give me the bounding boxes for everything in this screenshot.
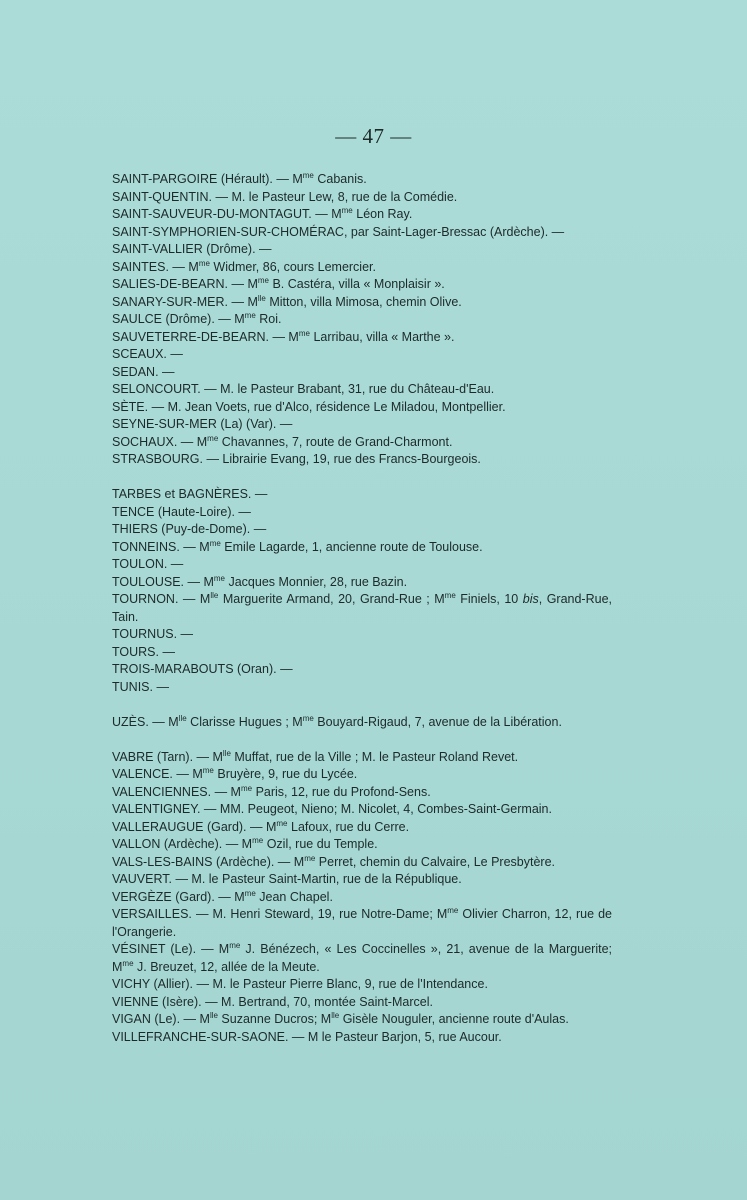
directory-entry: SÈTE. — M. Jean Voets, rue d'Alco, résidence Le Miladou, Montpellier. — [112, 399, 506, 414]
directory-entry: SALIES-DE-BEARN. — $M^{me}$ B. Castéra, villa « Monplaisir ». — [112, 275, 445, 291]
directory-entry: TOURS. — — [112, 644, 175, 659]
directory-entry: TUNIS. — — [112, 679, 169, 694]
directory-entry: VICHY (Allier). — M. le Pasteur Pierre Blanc, 9, rue de l'Intendance. — [112, 977, 488, 991]
directory-entry: SAINTES. — $M^{me}$ Widmer, 86, cours Lemercier. — [112, 258, 376, 274]
directory-entry: VAUVERT. — M. le Pasteur Saint-Martin, rue de la République. — [112, 872, 462, 886]
directory-entry: VALENCIENNES. — $M^{me}$ Paris, 12, rue du Profond-Sens. — [112, 783, 431, 799]
directory-entry: SCEAUX. — — [112, 347, 183, 361]
directory-entry: SEDAN. — — [112, 364, 175, 379]
directory-entry: SELONCOURT. — M. le Pasteur Brabant, 31, rue du Château-d'Eau. — [112, 382, 495, 396]
directory-entry: VALENTIGNEY. — MM. Peugeot, Nieno; M. Nicolet, 4, Combes-Saint-Germain. — [112, 802, 552, 816]
directory-entry: SAINT-VALLIER (Drôme). — — [112, 242, 272, 256]
directory-entry: VERSAILLES. — M. Henri Steward, 19, rue Notre-Dame; $M^{me}$ Olivier Charron, 12, rue de l'Orangerie. — [112, 905, 612, 939]
page-number: — 47 — — [335, 124, 412, 148]
directory-entry: TOURNUS. — — [112, 627, 194, 641]
directory-entry: TONNEINS. — $M^{me}$ Emile Lagarde, 1, ancienne route de Toulouse. — [112, 538, 483, 554]
directory-entry: TROIS-MARABOUTS (Oran). — — [112, 662, 293, 676]
directory-entry: VALLERAUGUE (Gard). — $M^{me}$ Lafoux, rue du Cerre. — [112, 818, 410, 834]
directory-entry: SANARY-SUR-MER. — $M^{lle}$ Mitton, villa Mimosa, chemin Olive. — [112, 293, 462, 309]
directory-entry: VALENCE. — $M^{me}$ Bruyère, 9, rue du Lycée. — [112, 765, 358, 781]
directory-entry: VILLEFRANCHE-SUR-SAONE. — M le Pasteur Barjon, 5, rue Aucour. — [112, 1029, 502, 1044]
directory-entry: TOULON. — — [112, 557, 184, 571]
directory-entry: SEYNE-SUR-MER (La) (Var). — — [112, 417, 293, 431]
directory-entry: THIERS (Puy-de-Dome). — — [112, 522, 267, 536]
directory-entry: VIENNE (Isère). — M. Bertrand, 70, montée Saint-Marcel. — [112, 994, 433, 1009]
directory-entry: VIGAN (Le). — $M^{lle}$ Suzanne Ducros; $M^{lle}$ Gisèle Nouguler, ancienne route d'Aulas. — [112, 1010, 569, 1026]
directory-entry: VÉSINET (Le). — $M^{me}$ J. Bénézech, « Les Coccinelles », 21, avenue de la Marguerite; $M^{me}$ J. Breuzet, 12, allée de la Meute. — [112, 940, 612, 974]
directory-entry: SAINT-QUENTIN. — M. le Pasteur Lew, 8, rue de la Comédie. — [112, 189, 458, 204]
directory-entry: VERGÈZE (Gard). — $M^{me}$ Jean Chapel. — [112, 888, 333, 904]
directory-entry: VABRE (Tarn). — $M^{lle}$ Muffat, rue de la Ville ; M. le Pasteur Roland Revet. — [112, 748, 519, 764]
directory-entry: TOULOUSE. — $M^{me}$ Jacques Monnier, 28, rue Bazin. — [112, 573, 408, 589]
directory-entry: SAINT-PARGOIRE (Hérault). — $M^{me}$ Cabanis. — [112, 170, 367, 186]
directory-list — [112, 171, 612, 1046]
directory-entry: STRASBOURG. — Librairie Evang, 19, rue des Francs-Bourgeois. — [112, 452, 481, 466]
directory-entry: SAINT-SAUVEUR-DU-MONTAGUT. — $M^{me}$ Léon Ray. — [112, 205, 413, 221]
directory-entry: SAUVETERRE-DE-BEARN. — $M^{me}$ Larribau, villa « Marthe ». — [112, 328, 455, 344]
directory-entry: SAINT-SYMPHORIEN-SUR-CHOMÉRAC, par Saint-Lager-Bressac (Ardèche). — — [112, 224, 565, 239]
directory-entry: TENCE (Haute-Loire). — — [112, 504, 251, 519]
directory-entry: VALS-LES-BAINS (Ardèche). — $M^{me}$ Perret, chemin du Calvaire, Le Presbytère. — [112, 853, 556, 869]
directory-entry: UZÈS. — $M^{lle}$ Clarisse Hugues ; $M^{me}$ Bouyard-Rigaud, 7, avenue de la Libération. — [112, 713, 562, 729]
directory-entry: TOURNON. — $M^{lle}$ Marguerite Armand, 20, Grand-Rue ; $M^{me}$ Finiels, 10 bis, Grand-Rue, Tain. — [112, 590, 613, 624]
directory-entry: TARBES et BAGNÈRES. — — [112, 487, 268, 501]
directory-entry: SOCHAUX. — $M^{me}$ Chavannes, 7, route de Grand-Charmont. — [112, 433, 453, 449]
directory-entry: SAULCE (Drôme). — $M^{me}$ Roi. — [112, 310, 282, 326]
directory-entry: VALLON (Ardèche). — $M^{me}$ Ozil, rue du Temple. — [112, 835, 378, 851]
